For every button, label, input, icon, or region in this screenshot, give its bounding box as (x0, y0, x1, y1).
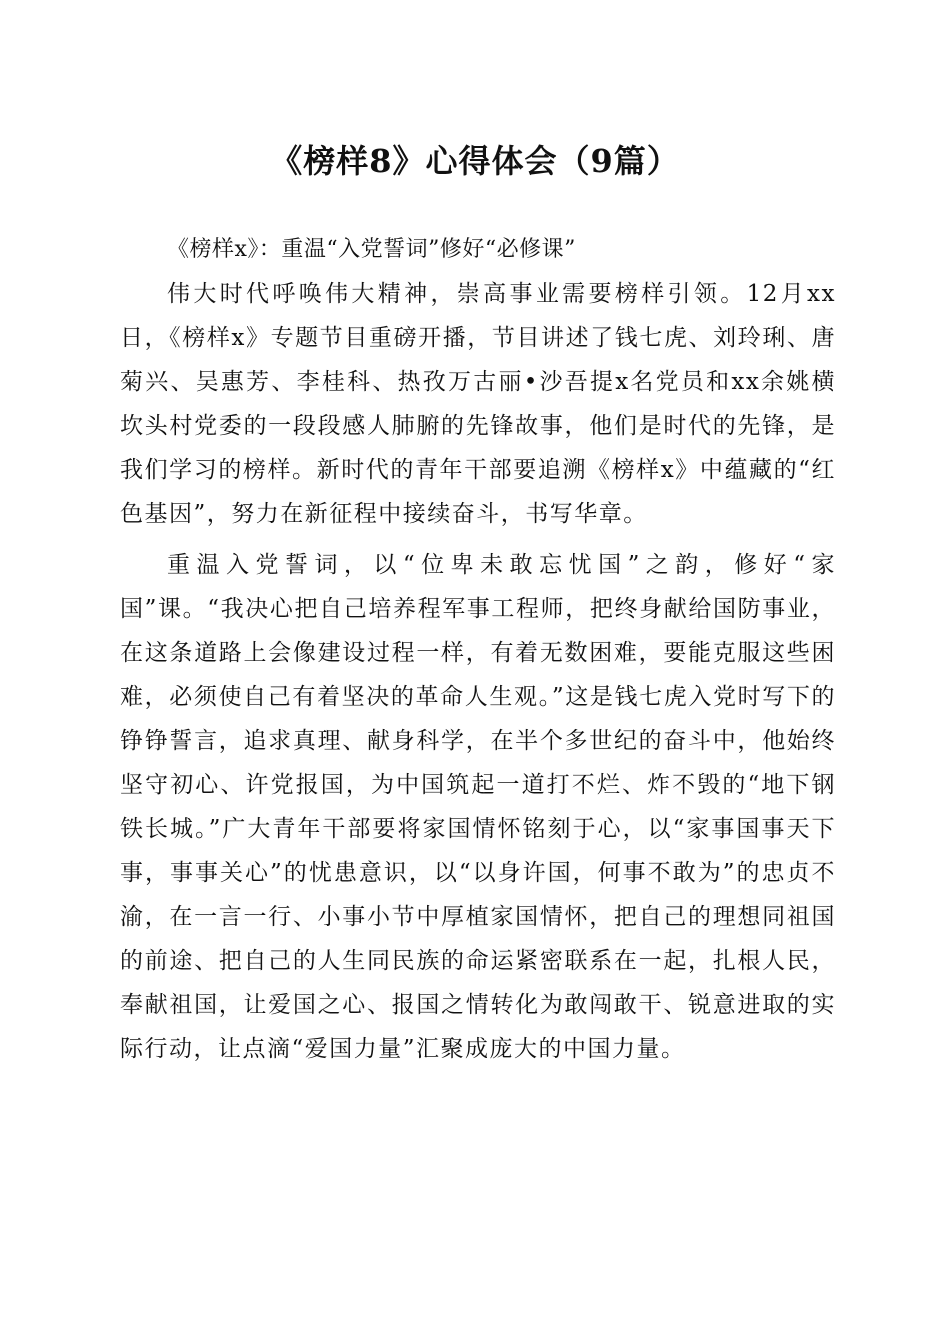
paragraph-intro: 伟大时代呼唤伟大精神，崇高事业需要榜样引领。12月xx日，《榜样x》专题节目重磅开播，节目讲述了钱七虎、刘玲琍、唐菊兴、吴惠芳、李桂科、热孜万古丽•沙吾提x名党员和xx余姚横坎头村党委的一段段感人肺腑的先锋故事，他们是时代的先锋，是我们学习的榜样。新时代的青年干部要追溯《榜样x》中蕴藏的“红色基因”，努力在新征程中接续奋斗，书写华章。 (120, 281, 836, 527)
document-title: 《榜样8》心得体会（9篇） (270, 142, 680, 180)
paragraph-patriotism: 重温入党誓词，以“位卑未敢忘忧国”之韵，修好“家国”课。“我决心把自己培养程军事工程师，把终身献给国防事业，在这条道路上会像建设过程一样，有着无数困难，要能克服这些困难，必须使自己有着坚决的革命人生观。”这是钱七虎入党时写下的铮铮誓言，追求真理、献身科学，在半个多世纪的奋斗中，他始终坚守初心、许党报国，为中国筑起一道打不烂、炸不毁的“地下钢铁长城。”广大青年干部要将家国情怀铭刻于心，以“家事国事天下事，事事关心”的忧患意识，以“以身许国，何事不敢为”的忠贞不渝，在一言一行、小事小节中厚植家国情怀，把自己的理想同祖国的前途、把自己的人生同民族的命运紧密联系在一起，扎根人民，奉献祖国，让爱国之心、报国之情转化为敢闯敢干、锐意进取的实际行动，让点滴“爱国力量”汇聚成庞大的中国力量。 (120, 552, 836, 1062)
document-body (120, 228, 836, 1078)
section-subtitle: 《榜样x》：重温“入党誓词”修好“必修课” (167, 237, 576, 262)
